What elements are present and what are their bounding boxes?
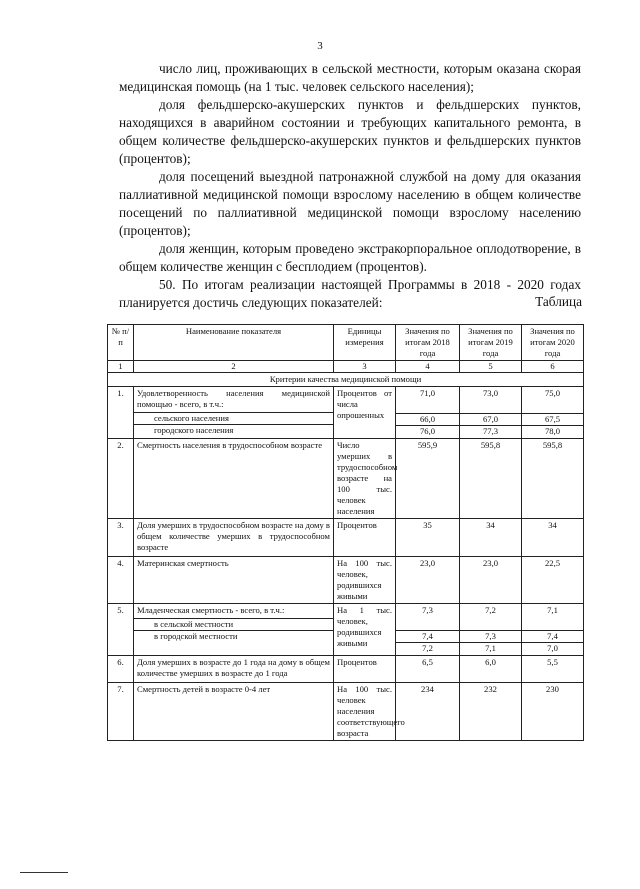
value: 7,4 [396, 630, 459, 642]
unit-cell: Процентов [334, 519, 396, 557]
unit-cell: Процентов [334, 656, 396, 683]
paragraph: 50. По итогам реализации настоящей Программы в 2018 - 2020 годах планируется достичь следующих показателей: [119, 277, 581, 310]
table-row [108, 683, 584, 741]
indicator-title: Доля умерших в возрасте до 1 года на дому в общем количестве умерших в возрасте до 1 года [137, 657, 330, 678]
value-cell [396, 683, 460, 741]
indicator-title: Материнская смертность [137, 558, 229, 568]
value-cell [522, 387, 584, 439]
table-row [108, 387, 584, 439]
paragraph: доля фельдшерско-акушерских пунктов и фельдшерских пунктов, находящихся в аварийном состоянии и требующих капитального ремонта, в общем количестве фельдшерско-акушерских пунктов и фельдшерских пунктов (процентов); [119, 97, 581, 166]
unit-cell: Число умерших в трудоспособном возрасте на 100 тыс. человек населения [334, 439, 396, 519]
indicator-title: Смертность детей в возрасте 0-4 лет [137, 684, 271, 694]
value: 7,4 [522, 630, 583, 642]
column-number-row [108, 361, 584, 373]
body-text [119, 60, 581, 312]
value: 75,0 [544, 388, 561, 398]
table-row [108, 604, 584, 656]
header-cell: № п/п [108, 325, 134, 361]
indicator-name [134, 656, 334, 683]
value-cell [396, 604, 460, 656]
table-row [108, 519, 584, 557]
value: 234 [421, 684, 434, 694]
section-title: Критерии качества медицинской помощи [108, 373, 584, 387]
value: 5,5 [547, 657, 558, 667]
value-cell [460, 604, 522, 656]
indicator-name [134, 387, 334, 439]
value-cell [396, 557, 460, 604]
indicator-name [134, 683, 334, 741]
column-number-cell: 4 [396, 361, 460, 373]
value: 23,0 [482, 558, 499, 568]
value: 232 [484, 684, 497, 694]
row-number: 3. [108, 519, 134, 557]
row-number: 2. [108, 439, 134, 519]
value-cell [460, 387, 522, 439]
value: 6,0 [485, 657, 496, 667]
value-cell [522, 656, 584, 683]
indicator-name [134, 439, 334, 519]
value-cell [396, 656, 460, 683]
value: 595,8 [480, 440, 501, 450]
value-cell [522, 439, 584, 519]
value-cell [460, 656, 522, 683]
value: 230 [546, 684, 559, 694]
table-caption: Таблица [535, 294, 582, 309]
value-cell [460, 519, 522, 557]
value: 7,2 [485, 605, 496, 615]
value: 7,0 [522, 642, 583, 654]
indicator-name [134, 519, 334, 557]
column-number-cell: 5 [460, 361, 522, 373]
value: 71,0 [419, 388, 436, 398]
value: 78,0 [522, 425, 583, 437]
indicator-name [134, 557, 334, 604]
value: 7,2 [396, 642, 459, 654]
column-number-cell: 3 [334, 361, 396, 373]
header-cell: Единицы измерения [334, 325, 396, 361]
row-number: 6. [108, 656, 134, 683]
value-cell [396, 439, 460, 519]
value: 66,0 [396, 413, 459, 425]
paragraph: число лиц, проживающих в сельской местности, которым оказана скорая медицинская помощь (на 1 тыс. человек сельского населения); [119, 61, 581, 94]
indicator-title: Смертность населения в трудоспособном возрасте [137, 440, 323, 450]
value-cell [396, 519, 460, 557]
value-cell [460, 683, 522, 741]
value: 23,0 [419, 558, 436, 568]
value: 7,1 [460, 642, 521, 654]
unit-cell: На 100 тыс. человек населения соответствующего возраста [334, 683, 396, 741]
value-cell [460, 439, 522, 519]
value-cell [460, 557, 522, 604]
row-number: 4. [108, 557, 134, 604]
section-row [108, 373, 584, 387]
indicators-table [107, 324, 584, 741]
table-row [108, 656, 584, 683]
row-number: 1. [108, 387, 134, 439]
value: 22,5 [544, 558, 561, 568]
table-header-row [108, 325, 584, 361]
table-row [108, 557, 584, 604]
value: 35 [423, 520, 432, 530]
indicator-subitem: сельского населения [134, 412, 333, 424]
unit-cell: Процентов от числа опрошенных [334, 387, 396, 439]
indicator-title: Удовлетворенность населения медицинской помощью - всего, в т.ч.: [137, 388, 330, 409]
value-cell [522, 604, 584, 656]
value-cell [522, 519, 584, 557]
value-cell [522, 683, 584, 741]
unit-cell: На 100 тыс. человек, родившихся живыми [334, 557, 396, 604]
value: 6,5 [422, 657, 433, 667]
column-number-cell: 6 [522, 361, 584, 373]
value-cell [522, 557, 584, 604]
page-number: 3 [317, 40, 323, 52]
value: 7,3 [422, 605, 433, 615]
indicator-subitem: городского населения [134, 424, 333, 436]
column-number-cell: 1 [108, 361, 134, 373]
column-number-cell: 2 [134, 361, 334, 373]
value: 67,0 [460, 413, 521, 425]
header-cell: Значения по итогам 2020 года [522, 325, 584, 361]
header-cell: Значения по итогам 2018 года [396, 325, 460, 361]
value: 73,0 [482, 388, 499, 398]
value: 77,3 [460, 425, 521, 437]
row-number: 5. [108, 604, 134, 656]
indicator-subitem: в городской местности [134, 630, 333, 642]
indicator-title: Младенческая смертность - всего, в т.ч.: [137, 605, 285, 615]
value-cell [396, 387, 460, 439]
unit-cell: На 1 тыс. человек, родившихся живыми [334, 604, 396, 656]
row-number: 7. [108, 683, 134, 741]
indicator-name [134, 604, 334, 656]
footer-rule [20, 872, 68, 873]
paragraph: доля посещений выездной патронажной службой на дому для оказания паллиативной медицинской помощи взрослому населению в общем количестве посещений по паллиативной медицинской помощи взрослому населению (процентов); [119, 169, 581, 238]
value: 7,3 [460, 630, 521, 642]
value: 595,9 [417, 440, 438, 450]
header-cell: Наименование показателя [134, 325, 334, 361]
table-row [108, 439, 584, 519]
header-cell: Значения по итогам 2019 года [460, 325, 522, 361]
value: 76,0 [396, 425, 459, 437]
value: 34 [548, 520, 557, 530]
value: 67,5 [522, 413, 583, 425]
value: 595,8 [542, 440, 563, 450]
value: 7,1 [547, 605, 558, 615]
indicator-subitem: в сельской местности [134, 618, 333, 630]
value: 34 [486, 520, 495, 530]
indicator-title: Доля умерших в трудоспособном возрасте на дому в общем количестве умерших в трудоспособном возрасте [137, 520, 330, 552]
paragraph: доля женщин, которым проведено экстракорпоральное оплодотворение, в общем количестве женщин с бесплодием (процентов). [119, 241, 581, 274]
